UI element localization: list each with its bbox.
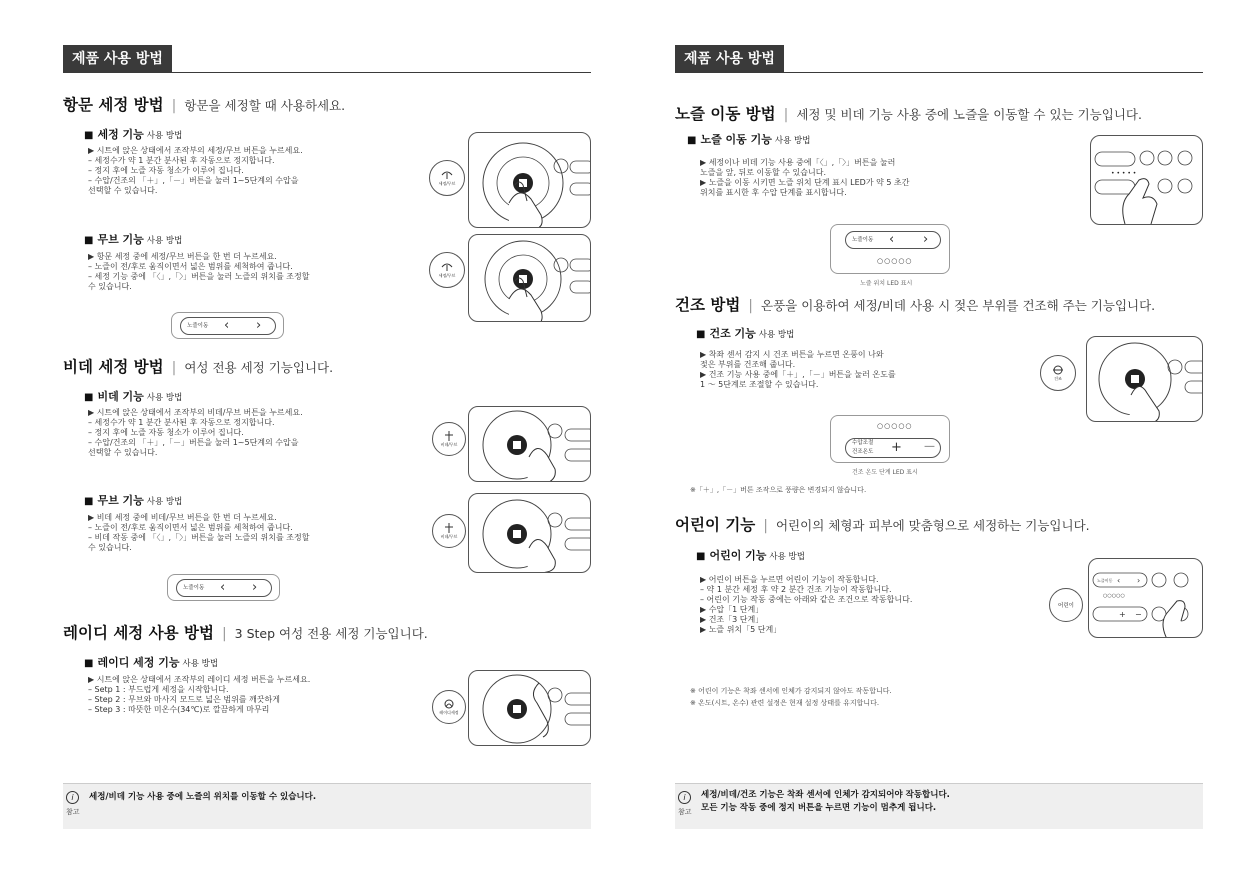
nozzle-move-button[interactable]: 노즐이동 [180,317,276,335]
move-function-text: ▶ 항문 세정 중에 세정/무브 버튼을 한 번 더 누르세요. – 노즐이 전/후로 움직이면서 넓은 범위를 세척하여 줍니다. – 세정 기능 중에 「〈」,「〉」버튼을 눌러 노즐의 위치를 조정할 수 있습니다. [88,252,310,291]
lady-wash-button-icon: 레이디세정 [432,690,466,724]
wash-function-text: ▶ 시트에 앉은 상태에서 조작부의 세정/무브 버튼을 누르세요. – 세정수가 약 1 분간 분사된 후 자동으로 정지합니다. – 정지 후에 노즐 자동 청소가 이루어 집니다. – 수압/건조의 「＋」,「－」버튼을 눌러 1~5단계의 수압을 선택할 수 있습니다. [88,146,303,195]
right-page [620,0,1239,879]
right-header-rule [675,72,1203,73]
nozzle-led-caption: 노즐 위치 LED 표시 [860,280,913,287]
left-header-rule [63,72,591,73]
svg-text:−: − [1135,610,1142,619]
chevron-left-icon[interactable]: ‹ [220,580,226,595]
nozzle-move-title: 노즐 이동 방법 | 세정 및 비데 기능 사용 중에 노즐을 이동할 수 있는 기능입니다. [675,105,1142,123]
right-note-text: 세정/비데/건조 기능은 착좌 센서에 인체가 감지되어야 작동합니다. 모든 기능 작동 중에 정지 버튼을 누르면 기능이 멈추게 됩니다. [701,790,950,813]
control-panel-illustration-3 [468,406,591,482]
kids-notes: ※ 어린이 기능은 착좌 센서에 인체가 감지되지 않아도 작동합니다. ※ 온도(시트, 온수) 관련 설정은 현재 설정 상태를 유지합니다. [690,687,892,707]
pressure-temp-button[interactable]: 수압조절 건조온도 [845,438,941,458]
right-header-tab: 제품 사용 방법 [675,45,784,73]
kids-function-subtitle: ■ 어린이 기능 사용 방법 [696,549,805,562]
left-note-text: 세정/비데 기능 사용 중에 노즐의 위치를 이동할 수 있습니다. [89,792,317,802]
lady-wash-title: 레이디 세정 사용 방법 | 3 Step 여성 전용 세정 기능입니다. [63,624,428,642]
bidet-nozzle-move-illustration [167,574,280,601]
lady-wash-text: ▶ 시트에 앉은 상태에서 조작부의 레이디 세정 버튼을 누르세요. – Setp 1 : 부드럽게 세정을 시작합니다. – Step 2 : 무브와 마사지 모드로 넓은 범위를 깨끗하게 – Step 3 : 따뜻한 미온수(34℃)로 깔끔하게 마무리 [88,675,311,714]
dry-led-illustration [830,415,950,463]
dry-led-caption: 건조 온도 단계 LED 표시 [852,469,918,476]
anal-wash-title: 항문 세정 방법 | 항문을 세정할 때 사용하세요. [63,96,346,114]
chevron-left-icon[interactable]: ‹ [224,318,230,333]
chevron-right-icon[interactable]: › [256,318,262,333]
nozzle-move-text: ▶ 세정이나 비데 기능 사용 중에「〈」,「〉」버튼을 눌러 노즐을 앞, 뒤로 이동할 수 있습니다. ▶ 노즐을 이동 시키면 노즐 위치 단계 표시 LED가 약 5 초간 위치를 표시한 후 수압 단계를 표시합니다. [700,158,910,197]
wash-function-subtitle: ■ 세정 기능 사용 방법 [84,128,183,141]
plus-icon[interactable]: + [891,440,902,455]
svg-text:+: + [1119,610,1126,619]
kids-function-text: ▶ 어린이 버튼을 누르면 어린이 기능이 작동합니다. – 약 1 분간 세정 후 약 2 분간 건조 기능이 작동합니다. – 어린이 기능 작동 중에는 아래와 같은 조건으로 작동합니다. ▶ 수압「1 단계」 ▶ 건조「3 단계」 ▶ 노즐 위치「5 단계」 [700,575,913,634]
svg-text:○○○○○: ○○○○○ [1103,593,1125,599]
bidet-function-text: ▶ 시트에 앉은 상태에서 조작부의 비데/무브 버튼을 누르세요. – 세정수가 약 1 분간 분사된 후 자동으로 정지합니다. – 정지 후에 노즐 자동 청소가 이루어 집니다. – 수압/건조의 「＋」,「－」버튼을 눌러 1~5단계의 수압을 선택할 수 있습니다. [88,408,303,457]
kids-title: 어린이 기능 | 어린이의 체형과 피부에 맞춤형으로 세정하는 기능입니다. [675,516,1090,534]
chevron-right-icon[interactable]: › [252,580,258,595]
left-note-box [63,783,591,829]
info-icon: i [678,791,691,804]
wash-button-icon-2: 세정/무브 [429,252,465,288]
minus-icon[interactable]: － [923,440,937,455]
chevron-right-icon[interactable]: › [923,232,929,247]
note-label: 참고 [66,808,80,816]
svg-text:‹: ‹ [1117,576,1121,585]
dry-button-icon: 건조 [1040,355,1076,391]
dry-title: 건조 방법 | 온풍을 이용하여 세정/비데 사용 시 젖은 부위를 건조해 주는 기능입니다. [675,296,1156,314]
nozzle-move-subtitle: ■ 노즐 이동 기능 사용 방법 [687,133,811,146]
bidet-move-subtitle: ■ 무브 기능 사용 방법 [84,494,183,507]
dry-function-subtitle: ■ 건조 기능 사용 방법 [696,327,795,340]
control-panel-illustration-1 [468,132,591,228]
nozzle-led-illustration [830,224,950,274]
bidet-button-icon-2: 비데/무브 [432,514,466,548]
kids-button-icon: 어린이 [1049,588,1083,622]
dry-function-text: ▶ 착좌 센서 감지 시 건조 버튼을 누르면 온풍이 나와 젖은 부위를 건조해 줍니다. ▶ 건조 기능 사용 중에「＋」,「－」버튼을 눌러 온도를 1 ～ 5단계로 조절할 수 있습니다. [700,350,896,389]
nozzle-led-indicators: ○○○○○ [877,257,913,265]
dry-footnote: ※「＋」,「－」버튼 조작으로 풍량은 변경되지 않습니다. [690,486,867,494]
wash-button-icon-1: 세정/무브 [429,160,465,196]
bidet-function-subtitle: ■ 비데 기능 사용 방법 [84,390,183,403]
lady-wash-subtitle: ■ 레이디 세정 기능 사용 방법 [84,656,219,669]
bidet-button-icon-1: 비데/무브 [432,422,466,456]
panel-led-dots: • • • • • [1111,170,1137,177]
nozzle-move-button-3[interactable]: 노즐이동 [845,231,941,249]
control-panel-illustration-2 [468,234,591,322]
note-label: 참고 [678,808,692,816]
info-icon: i [66,791,79,804]
nozzle-move-button-2[interactable]: 노즐이동 [176,579,272,597]
nozzle-move-illustration [171,312,284,339]
move-function-subtitle: ■ 무브 기능 사용 방법 [84,233,183,246]
bidet-move-text: ▶ 비데 세정 중에 비데/무브 버튼을 한 번 더 누르세요. – 노즐이 전/후로 움직이면서 넓은 범위를 세척하여 줍니다. – 비데 작동 중에 「〈」,「〉」버튼을 눌러 노즐의 위치를 조정할 수 있습니다. [88,513,310,552]
control-panel-illustration-6 [1090,135,1203,225]
control-panel-illustration-4 [468,493,591,573]
chevron-left-icon[interactable]: ‹ [889,232,895,247]
svg-text:노즐이동: 노즐이동 [1097,578,1113,583]
svg-text:›: › [1137,576,1141,585]
control-panel-illustration-7 [1086,336,1203,422]
control-panel-illustration-5 [468,670,591,746]
dry-led-indicators: ○○○○○ [877,422,913,430]
left-header-tab: 제품 사용 방법 [63,45,172,73]
control-panel-illustration-8 [1088,558,1203,638]
bidet-wash-title: 비데 세정 방법 | 여성 전용 세정 기능입니다. [63,358,334,376]
